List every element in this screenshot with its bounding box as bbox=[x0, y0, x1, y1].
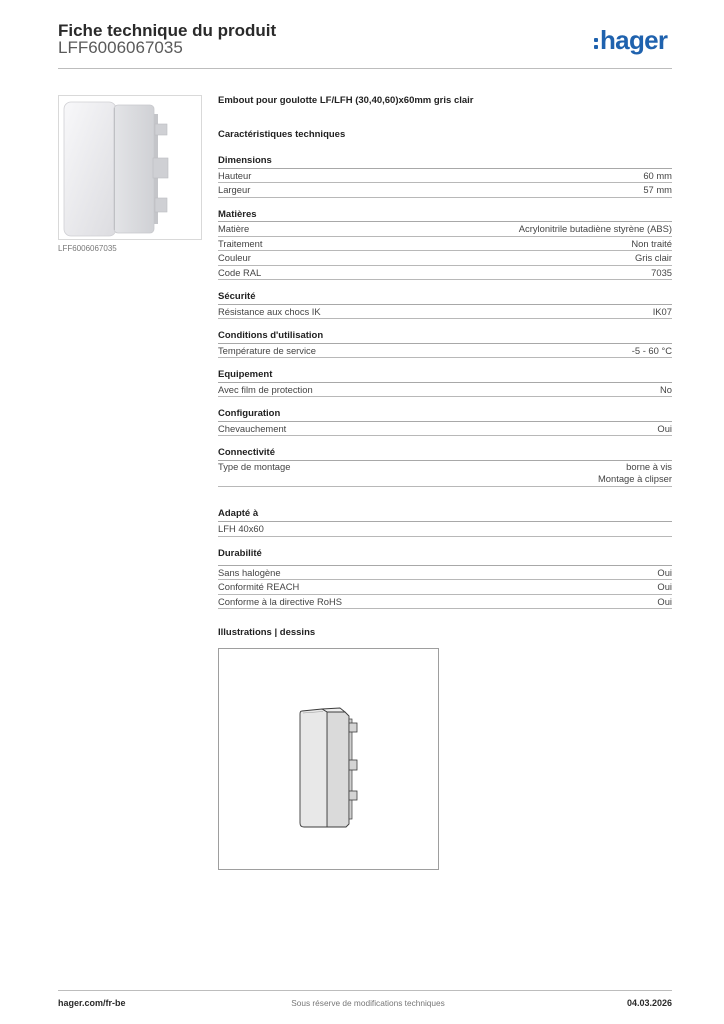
section-operating-conditions bbox=[218, 329, 672, 358]
section-sustainability bbox=[218, 547, 672, 610]
spec-row bbox=[218, 183, 672, 198]
spec-row bbox=[218, 305, 672, 320]
spec-row bbox=[218, 237, 672, 252]
spec-value: IK07 bbox=[652, 305, 672, 317]
product-photo bbox=[58, 95, 202, 240]
section-heading: Configuration bbox=[218, 407, 672, 422]
spec-row bbox=[218, 522, 672, 537]
spec-value: Non traité bbox=[631, 237, 672, 249]
spec-label: Couleur bbox=[218, 252, 251, 263]
spec-row bbox=[218, 383, 672, 398]
section-heading: Adapté à bbox=[218, 507, 672, 523]
end-cap-photo bbox=[59, 96, 201, 239]
logo-dot bbox=[594, 38, 598, 42]
section-heading: Durabilité bbox=[218, 547, 672, 566]
section-configuration bbox=[218, 407, 672, 436]
spec-label: Résistance aux chocs IK bbox=[218, 305, 321, 317]
product-reference: LFF6006067035 bbox=[58, 38, 183, 57]
footer-divider bbox=[58, 990, 672, 991]
spec-label: Type de montage bbox=[218, 460, 291, 472]
spec-row bbox=[218, 251, 672, 266]
end-cap-drawing bbox=[219, 649, 438, 869]
section-safety bbox=[218, 290, 672, 319]
footer-date: 04.03.2026 bbox=[626, 998, 672, 1008]
illustrations-heading: Illustrations | dessins bbox=[218, 627, 316, 638]
spec-value: Acrylonitrile butadiène styrène (ABS) bbox=[518, 223, 672, 234]
hager-logo bbox=[593, 26, 667, 54]
spec-row bbox=[218, 461, 672, 487]
spec-label: Code RAL bbox=[218, 266, 262, 278]
section-heading: Sécurité bbox=[218, 290, 672, 305]
spec-value: Montage à clipser bbox=[598, 472, 672, 484]
specifications-column bbox=[218, 95, 672, 870]
spec-value: borne à vis bbox=[626, 460, 672, 472]
spec-label: Avec film de protection bbox=[218, 383, 313, 395]
spec-row bbox=[218, 169, 672, 184]
spec-value: Oui bbox=[657, 595, 672, 607]
footer-website-link[interactable]: hager.com/fr-be bbox=[58, 998, 126, 1008]
spec-value: No bbox=[660, 383, 672, 395]
spec-value: Gris clair bbox=[635, 252, 672, 263]
section-heading: Conditions d'utilisation bbox=[218, 329, 672, 344]
spec-value: -5 - 60 °C bbox=[631, 344, 672, 356]
spec-label: LFH 40x60 bbox=[218, 523, 264, 534]
logo-colon-mark bbox=[593, 26, 600, 54]
footer-notice: Sous réserve de modifications techniques bbox=[291, 998, 445, 1008]
section-connectivity bbox=[218, 446, 672, 487]
spec-row bbox=[218, 580, 672, 595]
spec-label: Température de service bbox=[218, 344, 316, 356]
spec-value: 57 mm bbox=[643, 184, 672, 195]
spec-label: Conformité REACH bbox=[218, 581, 300, 592]
product-name: Embout pour goulotte LF/LFH (30,40,60)x60mm gris clair bbox=[218, 95, 474, 106]
spec-value: 60 mm bbox=[643, 169, 672, 181]
spec-row bbox=[218, 266, 672, 281]
section-compatible-with bbox=[218, 507, 672, 537]
header-divider bbox=[58, 68, 672, 69]
product-photo-caption: LFF6006067035 bbox=[58, 244, 117, 253]
spec-label: Chevauchement bbox=[218, 422, 287, 434]
spec-label: Largeur bbox=[218, 184, 251, 195]
section-heading: Dimensions bbox=[218, 154, 672, 169]
section-heading: Matières bbox=[218, 208, 672, 223]
section-dimensions bbox=[218, 154, 672, 198]
logo-wordmark: hager bbox=[600, 25, 668, 55]
product-drawing bbox=[218, 648, 439, 870]
section-materials bbox=[218, 208, 672, 281]
spec-value: 7035 bbox=[651, 266, 672, 278]
page-title: Fiche technique du produit bbox=[58, 21, 277, 40]
spec-value: Oui bbox=[657, 581, 672, 592]
spec-label: Traitement bbox=[218, 237, 263, 249]
section-equipment bbox=[218, 368, 672, 397]
spec-label: Hauteur bbox=[218, 169, 252, 181]
spec-value-list bbox=[598, 461, 672, 485]
spec-label: Matière bbox=[218, 223, 250, 234]
spec-row bbox=[218, 422, 672, 437]
section-heading: Connectivité bbox=[218, 446, 672, 461]
spec-row bbox=[218, 344, 672, 359]
spec-label: Sans halogène bbox=[218, 566, 281, 578]
spec-row bbox=[218, 222, 672, 237]
specs-title: Caractéristiques techniques bbox=[218, 129, 346, 140]
section-heading: Equipement bbox=[218, 368, 672, 383]
spec-label: Conforme à la directive RoHS bbox=[218, 595, 343, 607]
spec-row bbox=[218, 566, 672, 581]
spec-value: Oui bbox=[657, 566, 672, 578]
spec-row bbox=[218, 595, 672, 610]
spec-value: Oui bbox=[657, 422, 672, 434]
logo-dot bbox=[594, 45, 598, 49]
